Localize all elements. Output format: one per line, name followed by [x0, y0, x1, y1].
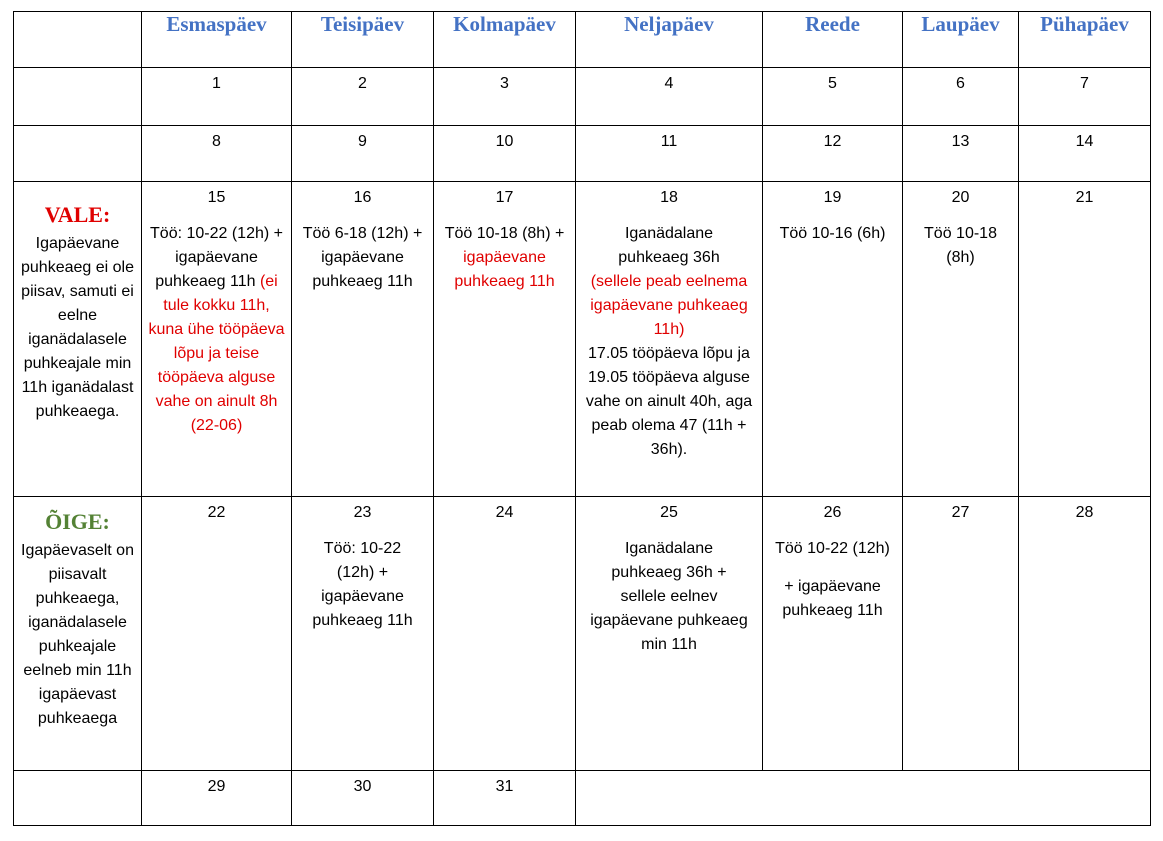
day-number: 8	[212, 133, 221, 150]
day-cell	[576, 497, 763, 771]
day-number: 31	[495, 778, 514, 795]
day-cell	[434, 182, 576, 497]
day-number: 24	[495, 504, 514, 521]
week-label-cell	[14, 68, 142, 126]
day-number: 4	[664, 75, 674, 92]
day-number: 19	[823, 189, 842, 206]
day-number: 13	[951, 133, 970, 150]
day-cell	[434, 771, 576, 826]
day-cell	[763, 497, 903, 771]
day-number: 18	[660, 189, 678, 206]
day-cell	[434, 68, 576, 126]
error-note: (sellele peab eelnema igapäevane puhkeaeg 11h)	[590, 273, 748, 338]
day-cell	[903, 182, 1019, 497]
schedule-text: Iganädalane puhkeaeg 36h + sellele eelnev igapäevane puhkeaeg min 11h	[590, 540, 748, 653]
day-number: 28	[1075, 504, 1094, 521]
day-number: 14	[1075, 133, 1094, 150]
day-number: 17	[495, 189, 514, 206]
day-number: 21	[1075, 189, 1094, 206]
wrong-label-text: Igapäevane puhkeaeg ei ole piisav, samuti ei eelne iganädalasele puhkeajale min 11h iganädalast puhkeaega.	[21, 235, 134, 420]
week-label-cell	[14, 771, 142, 826]
error-note: (ei tule kokku 11h, kuna ühe tööpäeva lõpu ja teise tööpäeva alguse vahe on ainult 8h (22-06)	[148, 273, 285, 434]
explanation-text: 17.05 tööpäeva lõpu ja 19.05 tööpäeva alguse vahe on ainult 40h, aga peab olema 47 (11h + 36h).	[585, 345, 753, 458]
day-number: 3	[500, 75, 509, 92]
day-number: 6	[956, 75, 965, 92]
day-header-thursday: Neljapäev	[576, 12, 763, 68]
correct-label-text: Igapäevaselt on piisavalt puhkeaega, iganädalasele puhkeajale eelneb min 11h igapäevast puhkeaega	[21, 542, 134, 727]
day-header-sunday: Pühapäev	[1019, 12, 1151, 68]
day-cell	[763, 182, 903, 497]
day-header-monday: Esmaspäev	[142, 12, 292, 68]
schedule-text: + igapäevane puhkeaeg 11h	[782, 578, 883, 619]
day-cell	[434, 497, 576, 771]
day-number: 9	[358, 133, 367, 150]
day-cell	[1019, 497, 1151, 771]
day-number: 25	[660, 504, 678, 521]
day-number: 20	[951, 189, 970, 206]
wrong-example-label-cell	[14, 182, 142, 497]
day-header-tuesday: Teisipäev	[292, 12, 434, 68]
day-number: 5	[828, 75, 837, 92]
week-row-5	[14, 771, 1151, 826]
day-number: 15	[207, 189, 226, 206]
day-cell	[763, 68, 903, 126]
day-number: 30	[353, 778, 372, 795]
day-number: 10	[495, 133, 514, 150]
day-number: 22	[207, 504, 226, 521]
empty-cell	[576, 771, 1151, 826]
schedule-text: Töö 6-18 (12h) + igapäevane puhkeaeg 11h	[302, 225, 423, 290]
schedule-text: Iganädalane puhkeaeg 36h	[618, 225, 720, 266]
error-note: igapäevane puhkeaeg 11h	[454, 249, 555, 290]
day-cell	[1019, 182, 1151, 497]
day-number: 12	[823, 133, 842, 150]
calendar-table	[13, 11, 1151, 826]
correct-label-title: ÕIGE:	[45, 509, 110, 534]
day-cell	[903, 497, 1019, 771]
day-cell	[292, 126, 434, 182]
day-cell	[903, 126, 1019, 182]
day-number: 1	[212, 75, 221, 92]
day-cell	[576, 182, 763, 497]
schedule-text: Töö 10-18 (8h)	[924, 225, 997, 266]
schedule-text: Töö: 10-22 (12h) + igapäevane puhkeaeg 11h	[312, 540, 413, 629]
day-cell	[292, 182, 434, 497]
day-cell	[576, 126, 763, 182]
day-cell	[292, 497, 434, 771]
week-label-cell	[14, 126, 142, 182]
day-number: 26	[823, 504, 842, 521]
day-cell	[142, 68, 292, 126]
week-row-1	[14, 68, 1151, 126]
day-cell	[142, 497, 292, 771]
wrong-label-title: VALE:	[44, 202, 111, 227]
header-row	[14, 12, 1151, 68]
day-cell	[763, 126, 903, 182]
correct-example-label-cell	[14, 497, 142, 771]
day-cell	[903, 68, 1019, 126]
day-cell	[142, 771, 292, 826]
day-header-saturday: Laupäev	[903, 12, 1019, 68]
day-number: 23	[353, 504, 372, 521]
day-number: 16	[353, 189, 372, 206]
week-row-3	[14, 182, 1151, 497]
schedule-text: Töö 10-16 (6h)	[779, 225, 886, 242]
day-number: 11	[660, 133, 678, 150]
day-cell	[1019, 68, 1151, 126]
day-number: 27	[951, 504, 970, 521]
day-header-wednesday: Kolmapäev	[434, 12, 576, 68]
day-cell	[576, 68, 763, 126]
day-cell	[434, 126, 576, 182]
day-cell	[142, 182, 292, 497]
day-number: 2	[358, 75, 367, 92]
day-cell	[292, 771, 434, 826]
day-number: 29	[207, 778, 226, 795]
corner-cell	[14, 12, 142, 68]
day-cell	[292, 68, 434, 126]
day-cell	[142, 126, 292, 182]
day-header-friday: Reede	[763, 12, 903, 68]
week-row-4	[14, 497, 1151, 771]
week-row-2	[14, 126, 1151, 182]
schedule-text: Töö 10-18 (8h) +	[444, 225, 565, 242]
day-number: 7	[1080, 75, 1089, 92]
day-cell	[1019, 126, 1151, 182]
schedule-text: Töö: 10-22 (12h) + igapäevane puhkeaeg 11h	[150, 225, 283, 290]
schedule-text: Töö 10-22 (12h)	[775, 540, 890, 557]
